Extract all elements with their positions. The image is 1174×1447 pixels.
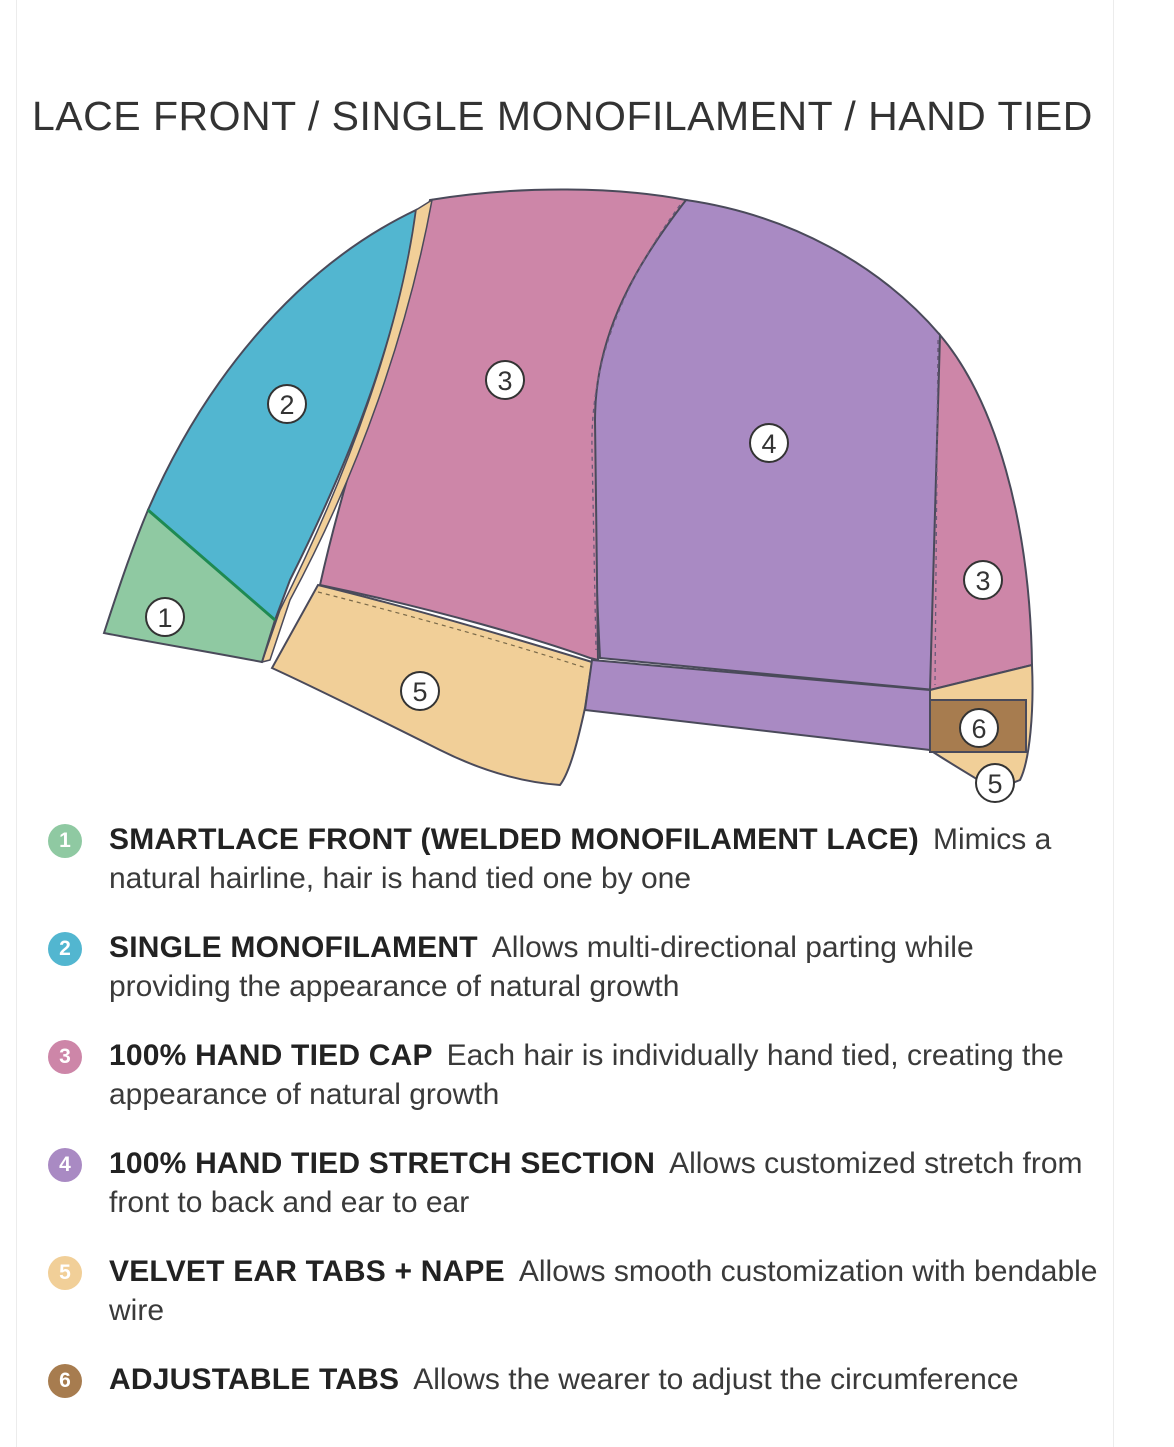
svg-text:6: 6 — [971, 714, 987, 744]
legend-item-2 — [48, 928, 1118, 1006]
legend-description: Mimics a natural hairline, hair is hand tied one by one — [109, 823, 1052, 895]
legend-heading: SMARTLACE FRONT (WELDED MONOFILAMENT LACE) — [109, 823, 919, 856]
legend-description: Each hair is individually hand tied, creating the appearance of natural growth — [109, 1039, 1064, 1111]
legend-badge-2: 2 — [48, 932, 82, 966]
label-6 — [960, 709, 998, 747]
label-4 — [750, 424, 788, 462]
legend-heading: ADJUSTABLE TABS — [109, 1363, 400, 1396]
legend-heading: 100% HAND TIED STRETCH SECTION — [109, 1147, 656, 1180]
svg-text:5: 5 — [987, 769, 1003, 799]
legend-heading: SINGLE MONOFILAMENT — [109, 931, 478, 964]
legend-heading: VELVET EAR TABS + NAPE — [109, 1255, 505, 1288]
legend-badge-6: 6 — [48, 1364, 82, 1398]
legend-heading: 100% HAND TIED CAP — [109, 1039, 433, 1072]
label-1 — [146, 598, 184, 636]
svg-text:4: 4 — [761, 429, 777, 459]
legend-text-6 — [109, 1360, 1099, 1399]
legend-text-2 — [109, 928, 1099, 1006]
legend-description: Allows the wearer to adjust the circumference — [413, 1363, 1019, 1396]
legend-badge-3: 3 — [48, 1040, 82, 1074]
legend-item-5 — [48, 1252, 1118, 1330]
svg-text:3: 3 — [975, 566, 991, 596]
svg-text:2: 2 — [279, 390, 295, 420]
legend-text-1 — [109, 820, 1099, 898]
legend-badge-5: 5 — [48, 1256, 82, 1290]
label-3-back — [964, 561, 1002, 599]
legend-badge-1: 1 — [48, 824, 82, 858]
label-2 — [268, 385, 306, 423]
legend-text-5 — [109, 1252, 1099, 1330]
diagram-title: LACE FRONT / SINGLE MONOFILAMENT / HAND TIED — [32, 93, 1093, 140]
legend-badge-4: 4 — [48, 1148, 82, 1182]
legend-item-1 — [48, 820, 1118, 898]
label-3-crown — [486, 361, 524, 399]
label-5-ear — [401, 672, 439, 710]
svg-text:1: 1 — [157, 603, 173, 633]
svg-text:3: 3 — [497, 366, 513, 396]
legend-item-3 — [48, 1036, 1118, 1114]
svg-text:5: 5 — [412, 677, 428, 707]
label-5-nape — [976, 764, 1014, 802]
region-3-handtied-back — [930, 335, 1032, 690]
legend-item-4 — [48, 1144, 1118, 1222]
legend-text-4 — [109, 1144, 1099, 1222]
legend-description: Allows smooth customization with bendable wire — [109, 1255, 1098, 1327]
legend-item-6 — [48, 1360, 1118, 1399]
legend-description: Allows customized stretch from front to back and ear to ear — [109, 1147, 1083, 1219]
legend-description: Allows multi-directional parting while providing the appearance of natural growth — [109, 931, 974, 1003]
legend-text-3 — [109, 1036, 1099, 1114]
legend — [48, 820, 1118, 1429]
